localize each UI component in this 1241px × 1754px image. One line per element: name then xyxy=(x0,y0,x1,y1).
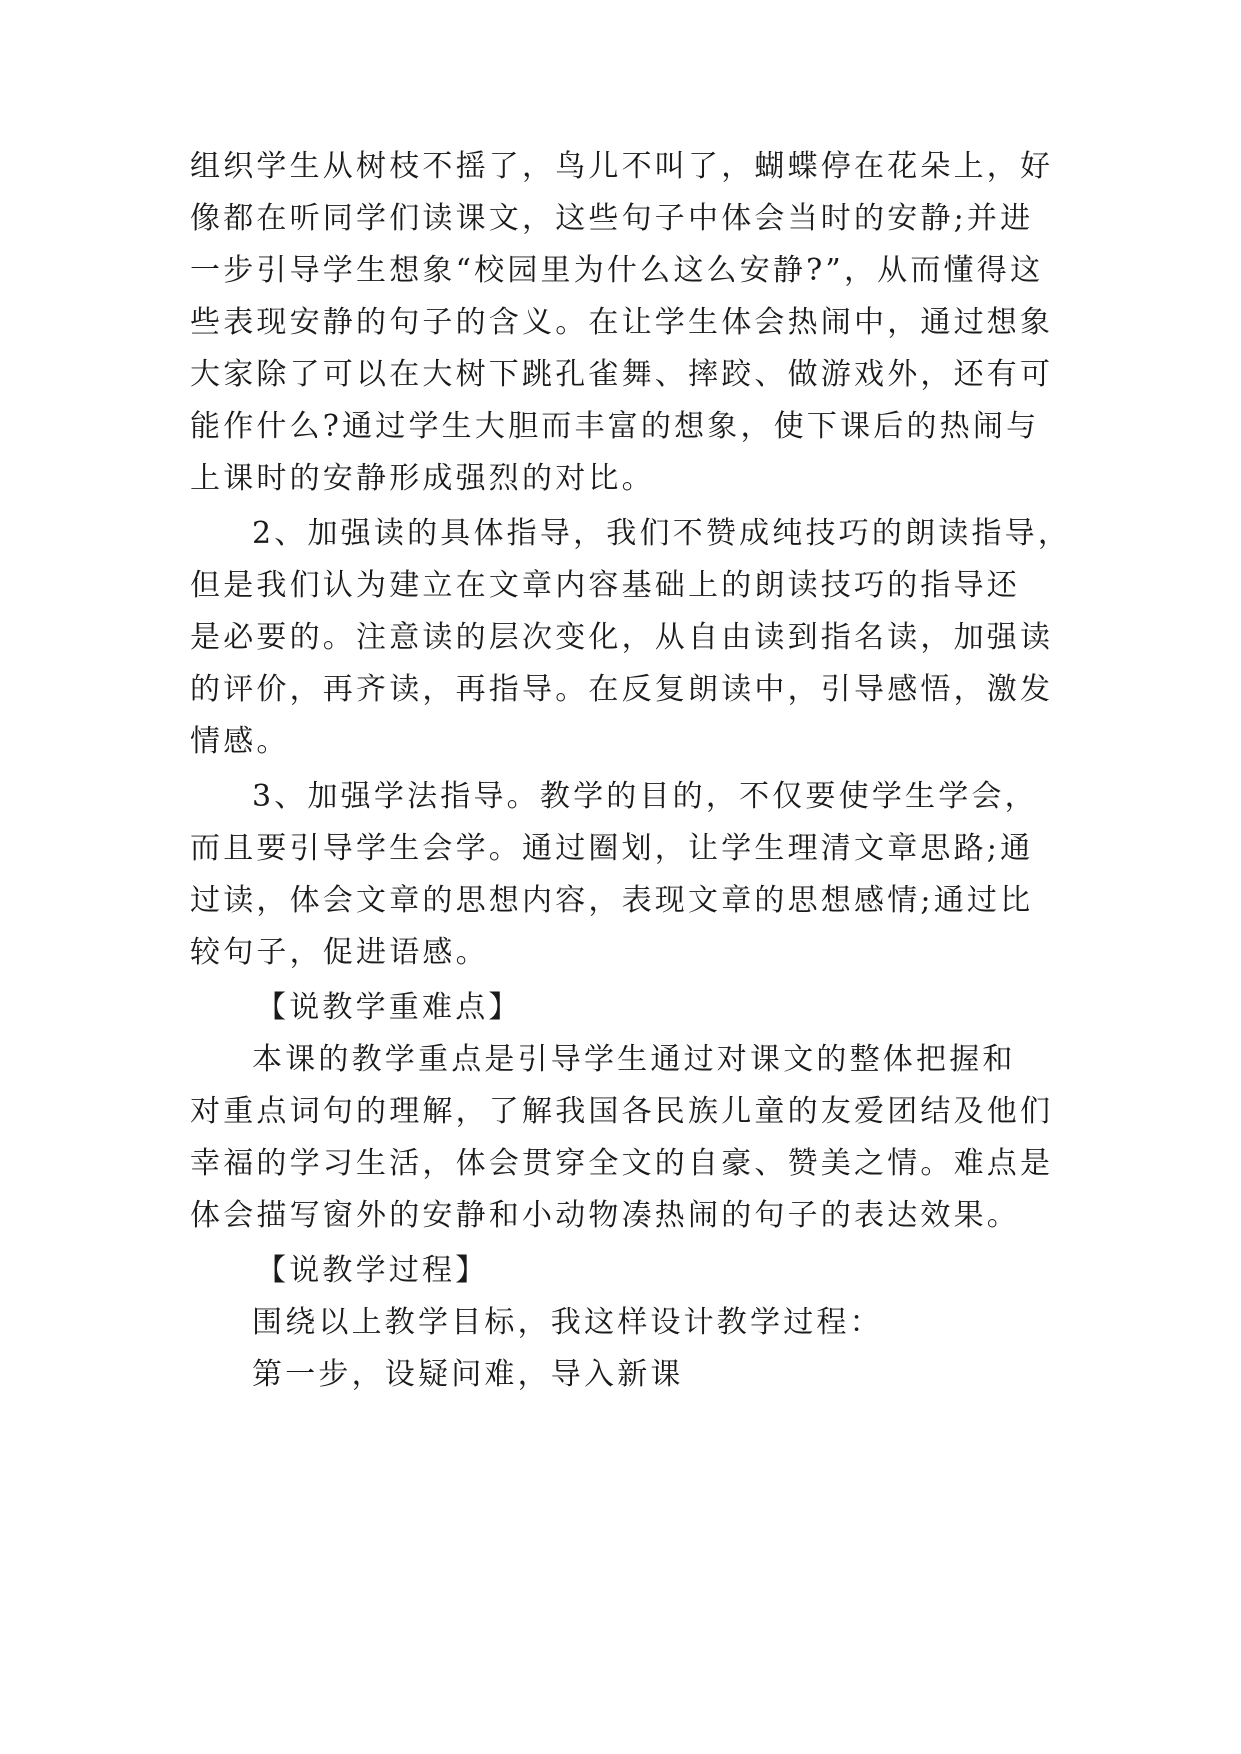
paragraph-line: 上课时的安静形成强烈的对比。 xyxy=(190,461,655,496)
paragraph-line: 些表现安静的句子的含义。在让学生体会热闹中，通过想象 xyxy=(190,305,1054,340)
paragraph-line: 较句子，促进语感。 xyxy=(190,935,489,970)
paragraph-line: 2、加强读的具体指导，我们不赞成纯技巧的朗读指导， xyxy=(252,516,1072,551)
section-heading: 【说教学重难点】 xyxy=(256,990,522,1025)
paragraph-line: 组织学生从树枝不摇了，鸟儿不叫了，蝴蝶停在花朵上，好 xyxy=(190,149,1054,184)
paragraph-line: 对重点词句的理解，了解我国各民族儿童的友爱团结及他们 xyxy=(190,1094,1054,1129)
paragraph-line: 能作什么?通过学生大胆而丰富的想象，使下课后的热闹与 xyxy=(190,409,1040,444)
paragraph-line: 本课的教学重点是引导学生通过对课文的整体把握和 xyxy=(252,1042,1016,1077)
paragraph-line: 而且要引导学生会学。通过圈划，让学生理清文章思路;通 xyxy=(190,831,1034,866)
paragraph-line: 的评价，再齐读，再指导。在反复朗读中，引导感悟，激发 xyxy=(190,672,1054,707)
paragraph-line: 但是我们认为建立在文章内容基础上的朗读技巧的指导还 xyxy=(190,568,1020,603)
section-heading: 【说教学过程】 xyxy=(256,1253,489,1288)
paragraph-line: 像都在听同学们读课文，这些句子中体会当时的安静;并进 xyxy=(190,201,1034,236)
paragraph-line: 围绕以上教学目标，我这样设计教学过程： xyxy=(252,1305,883,1340)
paragraph-line: 幸福的学习生活，体会贯穿全文的自豪、赞美之情。难点是 xyxy=(190,1146,1054,1181)
paragraph-line: 大家除了可以在大树下跳孔雀舞、摔跤、做游戏外，还有可 xyxy=(190,357,1054,392)
paragraph-line: 一步引导学生想象“校园里为什么这么安静?”，从而懂得这 xyxy=(190,253,1044,288)
paragraph-line: 情感。 xyxy=(190,724,290,759)
paragraph-line: 体会描写窗外的安静和小动物凑热闹的句子的表达效果。 xyxy=(190,1198,1020,1233)
paragraph-line: 是必要的。注意读的层次变化，从自由读到指名读，加强读 xyxy=(190,620,1054,655)
paragraph-line: 3、加强学法指导。教学的目的，不仅要使学生学会， xyxy=(252,779,1038,814)
paragraph-line: 第一步，设疑问难，导入新课 xyxy=(252,1357,684,1392)
paragraph-line: 过读，体会文章的思想内容，表现文章的思想感情;通过比 xyxy=(190,883,1034,918)
